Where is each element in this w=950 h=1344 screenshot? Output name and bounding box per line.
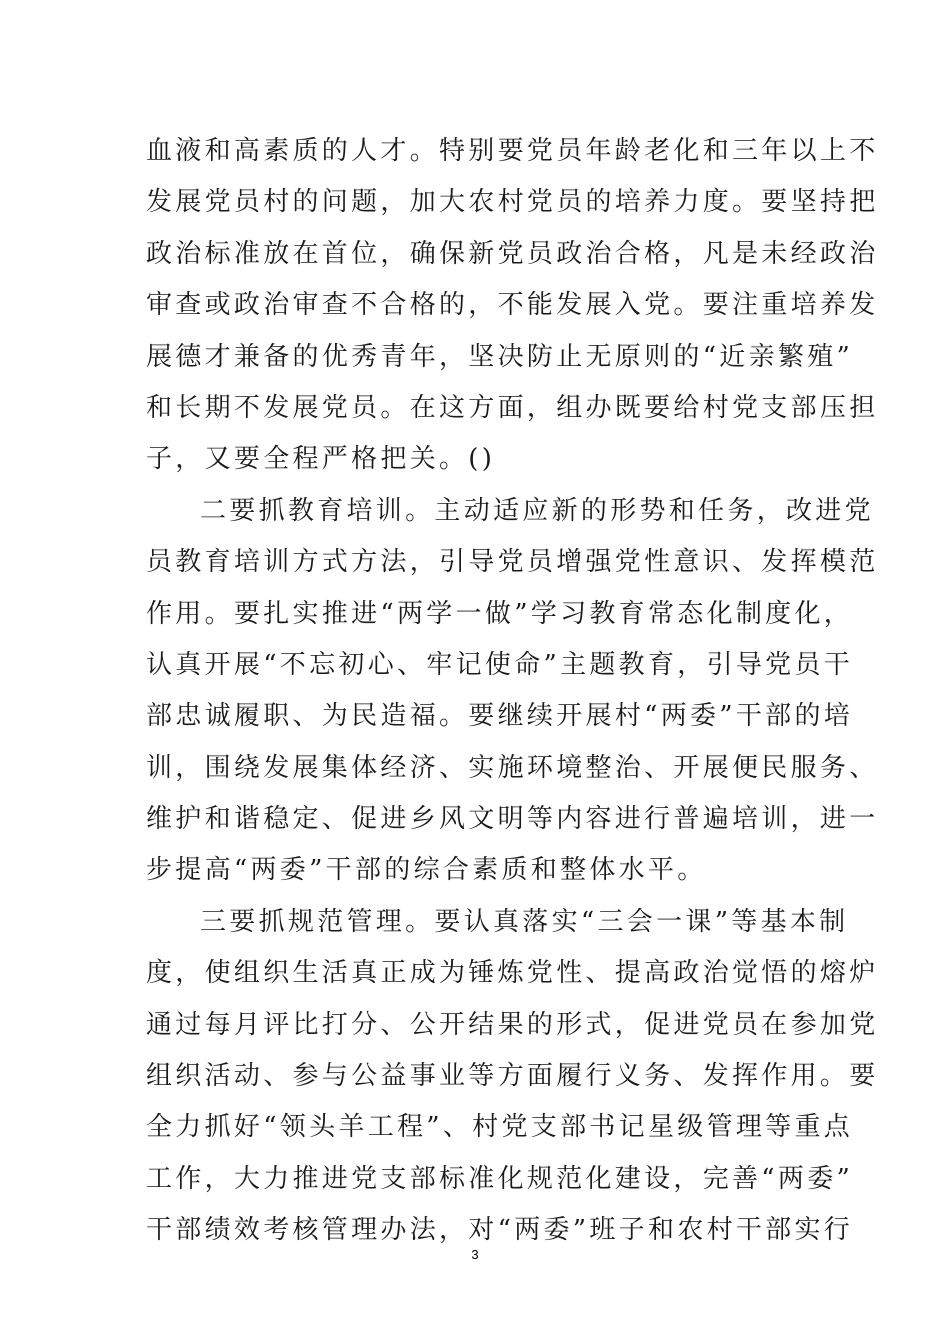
- text-line: 通过每月评比打分、公开结果的形式，促进党员在参加党: [146, 1009, 879, 1040]
- text-line: 审查或政治审查不合格的，不能发展入党。要注重培养发: [146, 290, 879, 321]
- text-line: 训，围绕发展集体经济、实施环境整治、开展便民服务、: [146, 752, 879, 783]
- text-line: 政治标准放在首位，确保新党员政治合格，凡是未经政治: [146, 238, 879, 269]
- text-line: 组织活动、参与公益事业等方面履行义务、发挥作用。要: [146, 1061, 879, 1092]
- text-line: 展德才兼备的优秀青年，坚决防止无原则的“近亲繁殖”: [146, 341, 854, 372]
- text-line: 维护和谐稳定、促进乡风文明等内容进行普遍培训，进一: [146, 804, 879, 835]
- text-line: 部忠诚履职、为民造福。要继续开展村“两委”干部的培: [146, 701, 854, 732]
- body-text: [146, 126, 879, 1257]
- text-line: 度，使组织生活真正成为锤炼党性、提高政治觉悟的熔炉: [146, 958, 879, 989]
- text-line: 认真开展“不忘初心、牢记使命”主题教育，引导党员干: [146, 649, 854, 680]
- text-line: 全力抓好“领头羊工程”、村党支部书记星级管理等重点: [146, 1112, 854, 1143]
- text-line: 发展党员村的问题，加大农村党员的培养力度。要坚持把: [146, 187, 879, 218]
- text-line: 作用。要扎实推进“两学一做”学习教育常态化制度化，: [146, 598, 854, 629]
- text-line: 血液和高素质的人才。特别要党员年龄老化和三年以上不: [146, 136, 879, 166]
- text-line: 工作，大力推进党支部标准化规范化建设，完善“两委”: [146, 1163, 854, 1194]
- page-number: 3: [471, 1247, 479, 1262]
- text-line: 子，又要全程严格把关。(): [146, 444, 496, 475]
- text-line: 二要抓教育培训。主动适应新的形势和任务，改进党: [200, 495, 874, 526]
- text-line: 员教育培训方式方法，引导党员增强党性意识、发挥模范: [146, 547, 879, 578]
- text-line: 干部绩效考核管理办法，对“两委”班子和农村干部实行: [146, 1215, 854, 1246]
- text-line: 和长期不发展党员。在这方面，组办既要给村党支部压担: [146, 392, 879, 423]
- text-line: 三要抓规范管理。要认真落实“三会一课”等基本制: [200, 906, 849, 937]
- text-line: 步提高“两委”干部的综合素质和整体水平。: [146, 855, 707, 886]
